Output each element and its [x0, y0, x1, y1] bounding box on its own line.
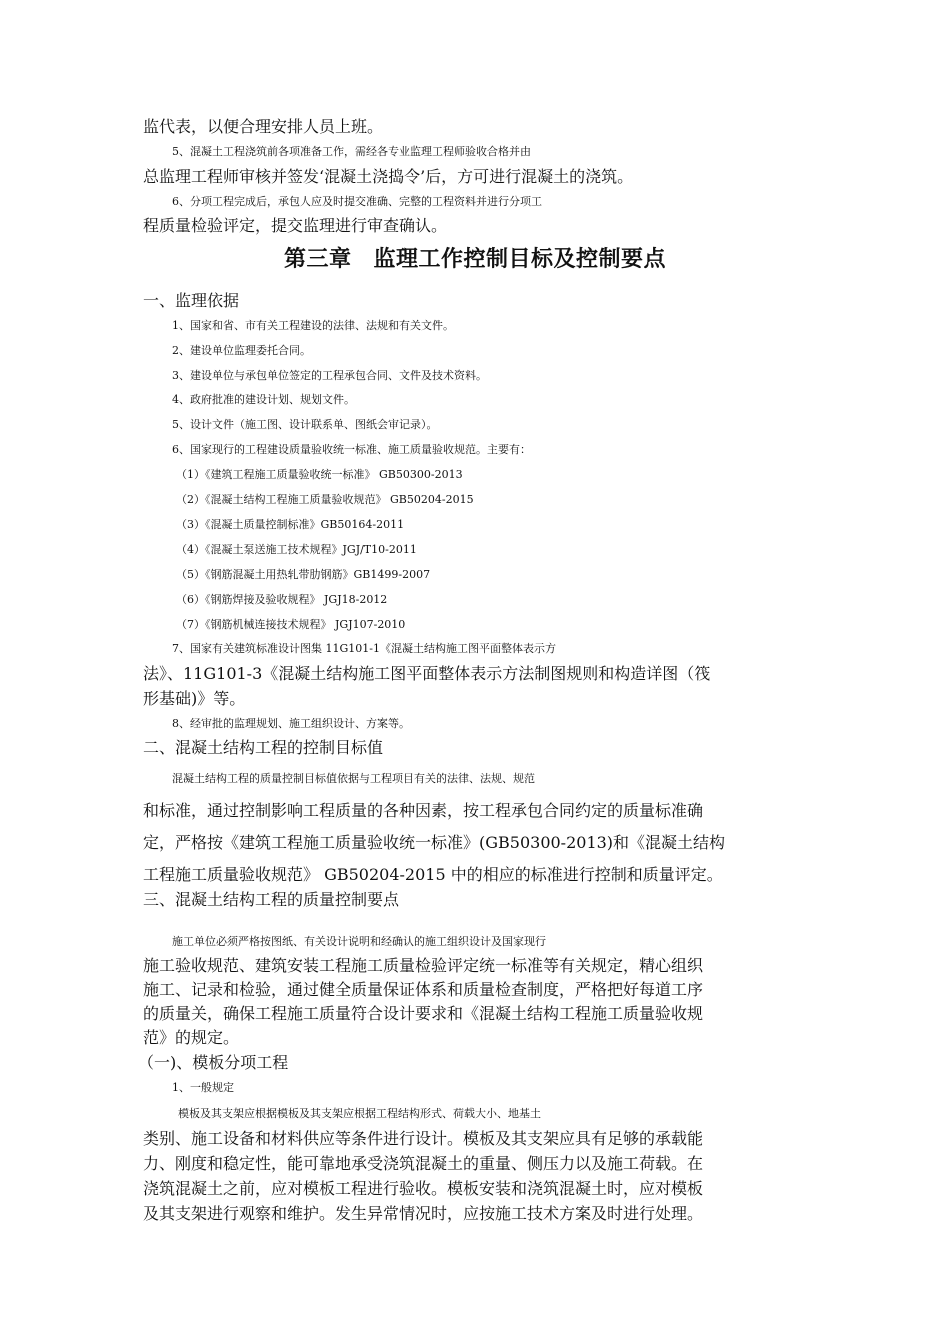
- standard-item: （7）《钢筋机械连接技术规程》 JGJ107-2010: [176, 618, 406, 631]
- section-heading: 一、监理依据: [143, 291, 240, 310]
- standard-item: （2）《混凝土结构工程施工质量验收规范》 GB50204-2015: [176, 493, 474, 506]
- paragraph-line: 定，严格按《建筑工程施工质量验收统一标准》(GB50300-2013)和《混凝土结构: [143, 833, 726, 852]
- standard-item: （3）《混凝土质量控制标准》GB50164-2011: [176, 518, 405, 531]
- list-item: 8、经审批的监理规划、施工组织设计、方案等。: [172, 717, 410, 730]
- paragraph-line: 施工验收规范、建筑安装工程施工质量检验评定统一标准等有关规定，精心组织: [143, 956, 704, 975]
- paragraph-line: 施工、记录和检验，通过健全质量保证体系和质量检查制度，严格把好每道工序: [143, 980, 704, 999]
- standard-item: （4）《混凝土泵送施工技术规程》JGJ/T10-2011: [176, 543, 417, 556]
- paragraph-line: 程质量检验评定，提交监理进行审查确认。: [143, 216, 448, 235]
- list-item: 4、政府批准的建设计划、规划文件。: [172, 393, 355, 406]
- paragraph-line: 5、混凝土工程浇筑前各项准备工作，需经各专业监理工程师验收合格并由: [172, 145, 531, 158]
- paragraph-line: 及其支架进行观察和维护。发生异常情况时，应按施工技术方案及时进行处理。: [143, 1204, 704, 1223]
- list-item: 5、设计文件（施工图、设计联系单、图纸会审记录）。: [172, 418, 438, 431]
- section-heading: 三、混凝土结构工程的质量控制要点: [143, 890, 400, 909]
- paragraph-line: 总监理工程师审核并签发‘混凝土浇捣令’后，方可进行混凝土的浇筑。: [143, 167, 634, 186]
- paragraph-line: 6、分项工程完成后，承包人应及时提交准确、完整的工程资料并进行分项工: [172, 195, 542, 208]
- paragraph-line: 模板及其支架应根据模板及其支架应根据工程结构形式、荷载大小、地基土: [178, 1107, 541, 1120]
- paragraph-line: 浇筑混凝土之前，应对模板工程进行验收。模板安装和浇筑混凝土时，应对模板: [143, 1179, 704, 1198]
- list-item: 1、一般规定: [172, 1081, 234, 1094]
- section-heading: 二、混凝土结构工程的控制目标值: [143, 738, 384, 757]
- list-item: 7、国家有关建筑标准设计图集 11G101-1《混凝土结构施工图平面整体表示方: [172, 642, 556, 655]
- standard-item: （6）《钢筋焊接及验收规程》 JGJ18-2012: [176, 593, 388, 606]
- list-item: 6、国家现行的工程建设质量验收统一标准、施工质量验收规范。主要有：: [172, 443, 531, 456]
- paragraph-line: 法》、11G101-3《混凝土结构施工图平面整体表示方法制图规则和构造详图（筏: [143, 664, 711, 683]
- paragraph-line: 施工单位必须严格按图纸、有关设计说明和经确认的施工组织设计及国家现行: [172, 935, 546, 948]
- chapter-title: 监理工作控制目标及控制要点: [373, 247, 667, 272]
- chapter-number: 第三章: [283, 247, 352, 272]
- paragraph-line: 工程施工质量验收规范》 GB50204-2015 中的相应的标准进行控制和质量评定。: [143, 865, 723, 884]
- paragraph-line: 类别、施工设备和材料供应等条件进行设计。模板及其支架应具有足够的承载能: [143, 1129, 704, 1148]
- list-item: 3、建设单位与承包单位签定的工程承包合同、文件及技术资料。: [172, 369, 487, 382]
- paragraph-line: 范》的规定。: [143, 1028, 240, 1047]
- paragraph-line: 形基础)》等。: [143, 689, 246, 708]
- subsection-heading: （一)、模板分项工程: [138, 1053, 289, 1072]
- paragraph-line: 的质量关，确保工程施工质量符合设计要求和《混凝土结构工程施工质量验收规: [143, 1004, 704, 1023]
- list-item: 1、国家和省、市有关工程建设的法律、法规和有关文件。: [172, 319, 454, 332]
- standard-item: （1）《建筑工程施工质量验收统一标准》 GB50300-2013: [176, 468, 463, 481]
- paragraph-line: 混凝土结构工程的质量控制目标值依据与工程项目有关的法律、法规、规范: [172, 772, 535, 785]
- list-item: 2、建设单位监理委托合同。: [172, 344, 311, 357]
- standard-item: （5）《钢筋混凝土用热轧带肋钢筋》GB1499-2007: [176, 568, 431, 581]
- paragraph-line: 力、刚度和稳定性，能可靠地承受浇筑混凝土的重量、侧压力以及施工荷载。在: [143, 1154, 704, 1173]
- chapter-heading: [0, 245, 950, 275]
- paragraph-line: 和标准，通过控制影响工程质量的各种因素，按工程承包合同约定的质量标准确: [143, 801, 704, 820]
- paragraph-line: 监代表，以便合理安排人员上班。: [143, 117, 384, 136]
